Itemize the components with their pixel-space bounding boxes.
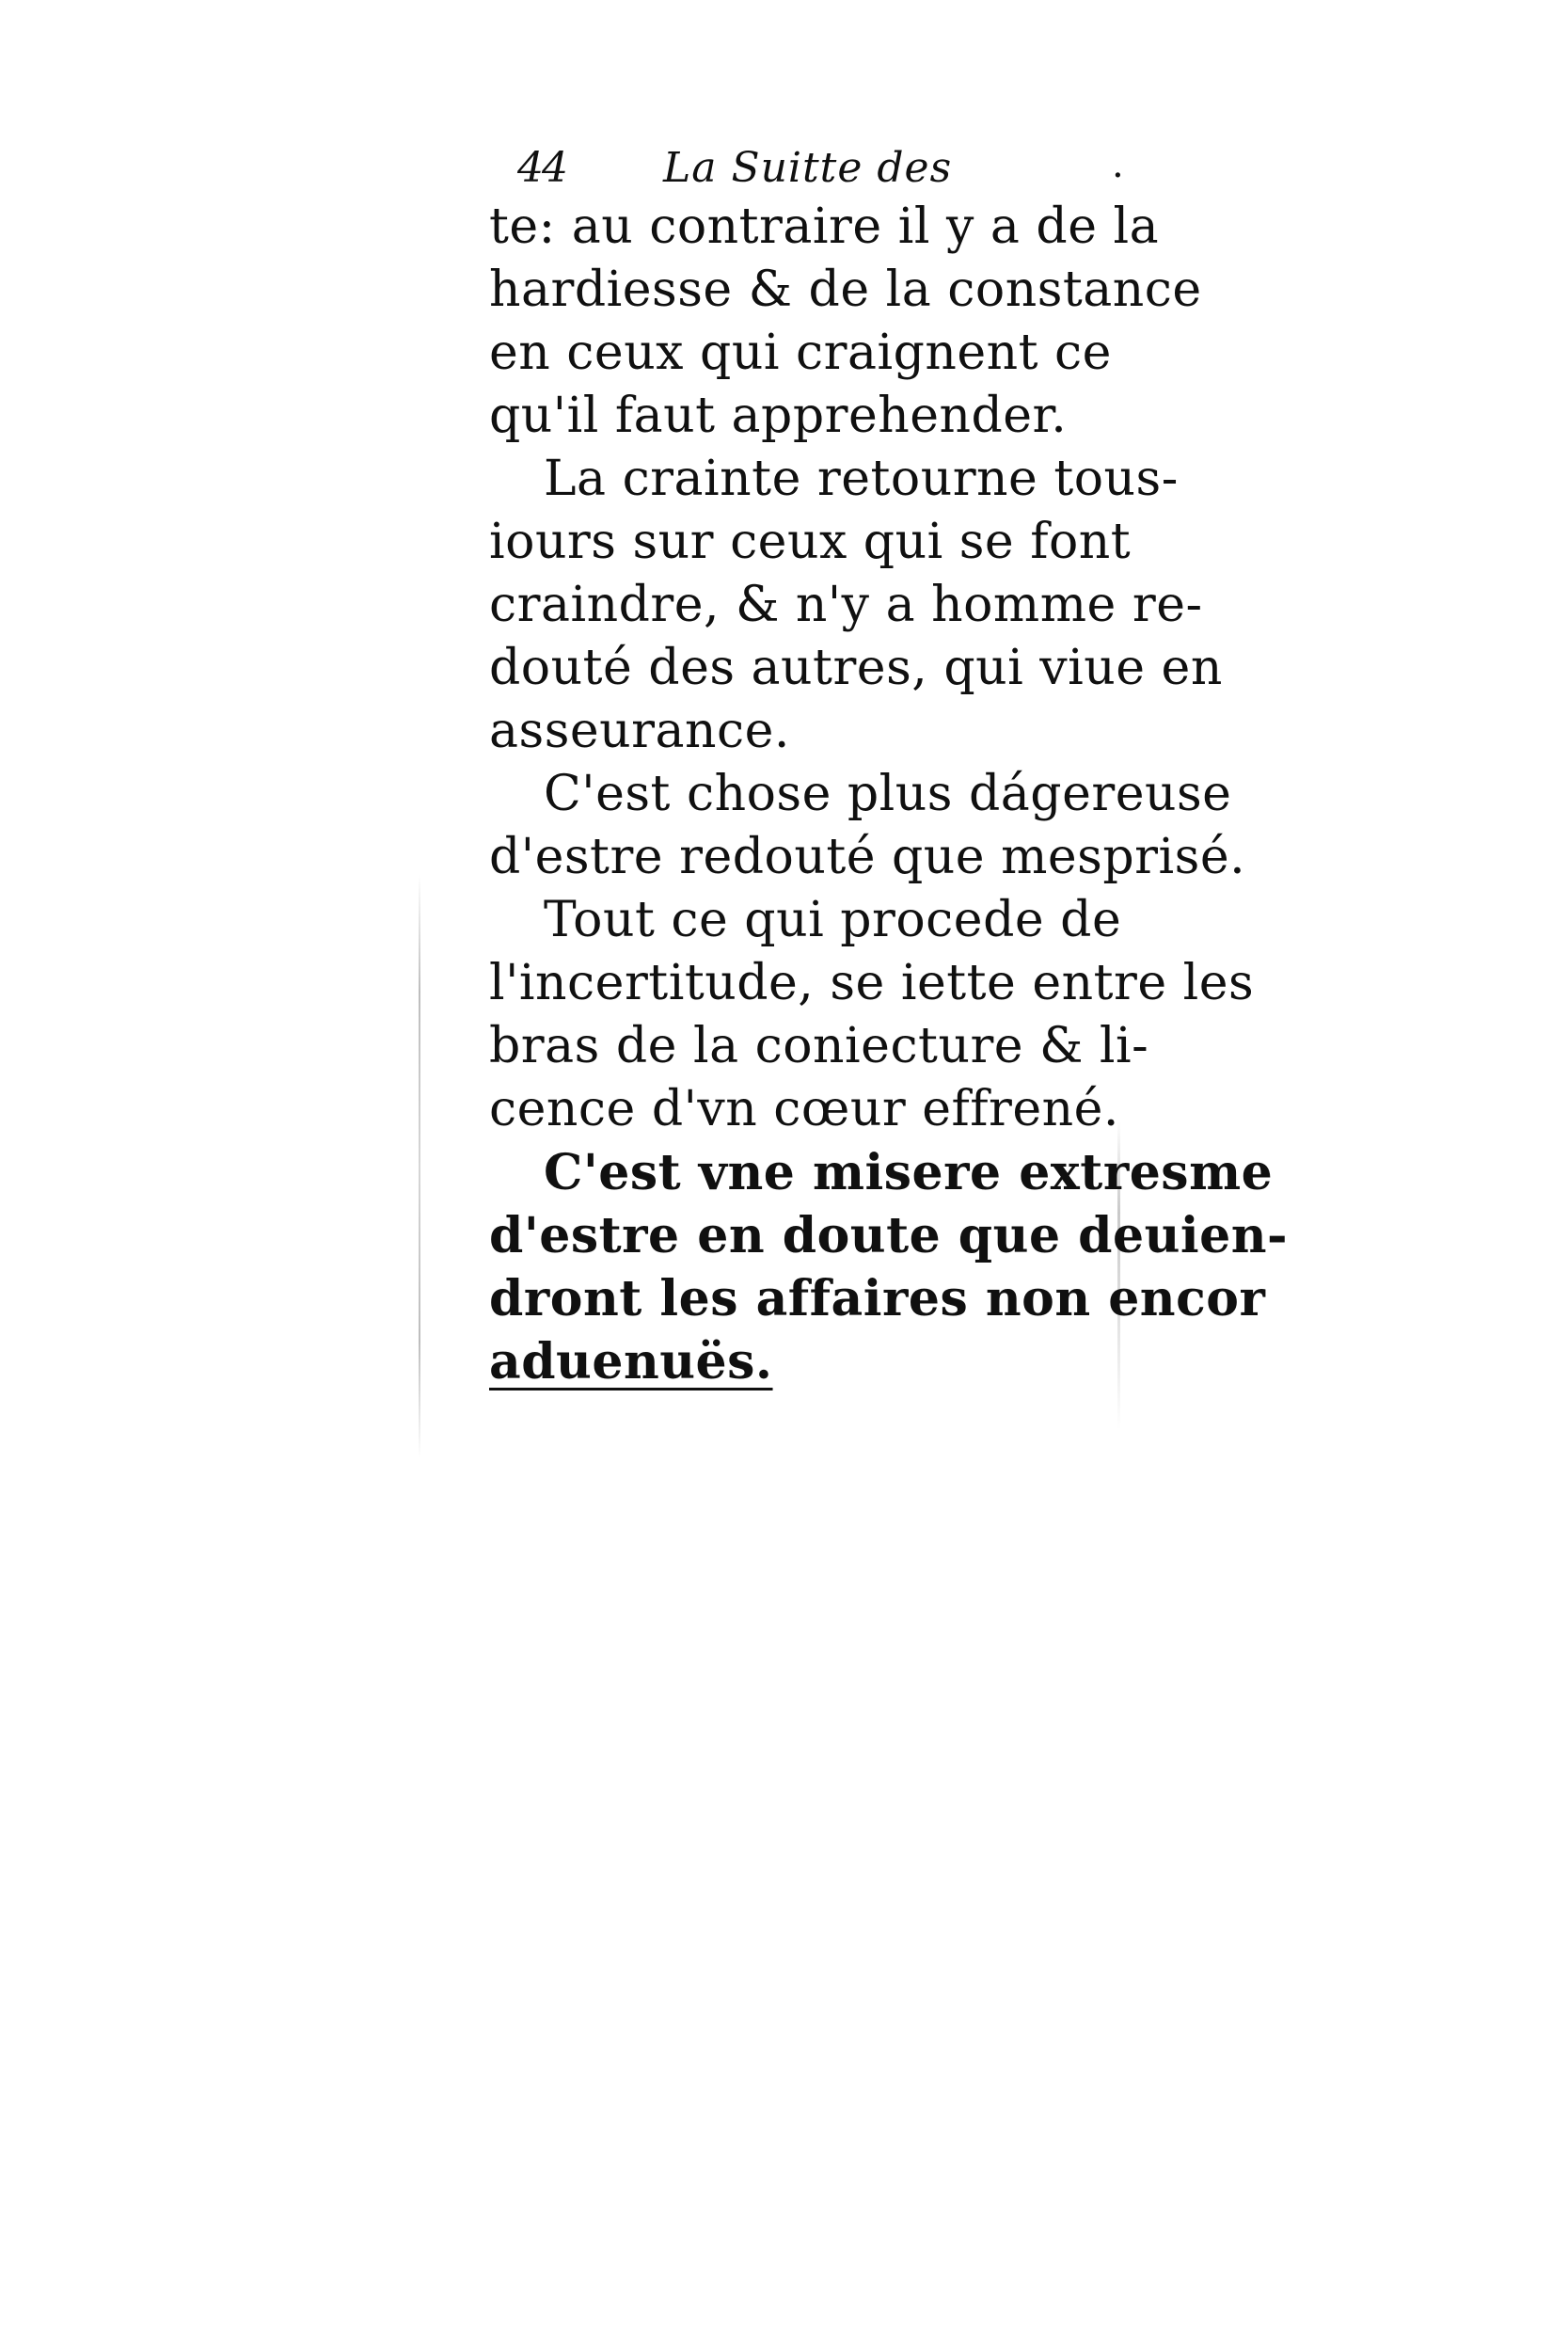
text-line: iours sur ceux qui se font	[489, 514, 1132, 570]
text-line: La crainte retourne tous-	[544, 451, 1179, 507]
last-word: aduenuës.	[489, 1333, 773, 1391]
text-line: te: au contraire il y a de la	[489, 199, 1160, 255]
text-line: Tout ce qui procede de	[544, 892, 1122, 948]
text-line: bras de la coniecture & li-	[489, 1018, 1149, 1074]
text-line: cence d'vn cœur effrené.	[489, 1081, 1119, 1137]
text-line: d'estre redouté que mesprisé.	[489, 829, 1246, 885]
text-line: C'est chose plus dágereuse	[544, 766, 1232, 822]
text-line: C'est vne misere extresme	[544, 1144, 1274, 1201]
header-mark: .	[1112, 143, 1124, 186]
text-line-last	[489, 1330, 1148, 1393]
text-line: dront les affaires non encor	[489, 1270, 1266, 1327]
page-number: 44	[517, 144, 566, 192]
text-line: d'estre en doute que deuien-	[489, 1207, 1289, 1264]
text-line: qu'il faut apprehender.	[489, 388, 1068, 444]
text-line: craindre, & n'y a homme re-	[489, 577, 1203, 633]
text-block	[489, 141, 1289, 1393]
scan-shadow-left	[419, 875, 420, 1458]
text-line: en ceux qui craignent ce	[489, 325, 1112, 381]
running-title: La Suitte des	[663, 144, 953, 192]
text-line: l'incertitude, se iette entre les	[489, 955, 1255, 1011]
text-line: hardiesse & de la constance	[489, 262, 1202, 318]
text-line: asseurance.	[489, 703, 790, 759]
page-header	[489, 141, 1148, 196]
text-line: douté des autres, qui viue en	[489, 640, 1223, 696]
